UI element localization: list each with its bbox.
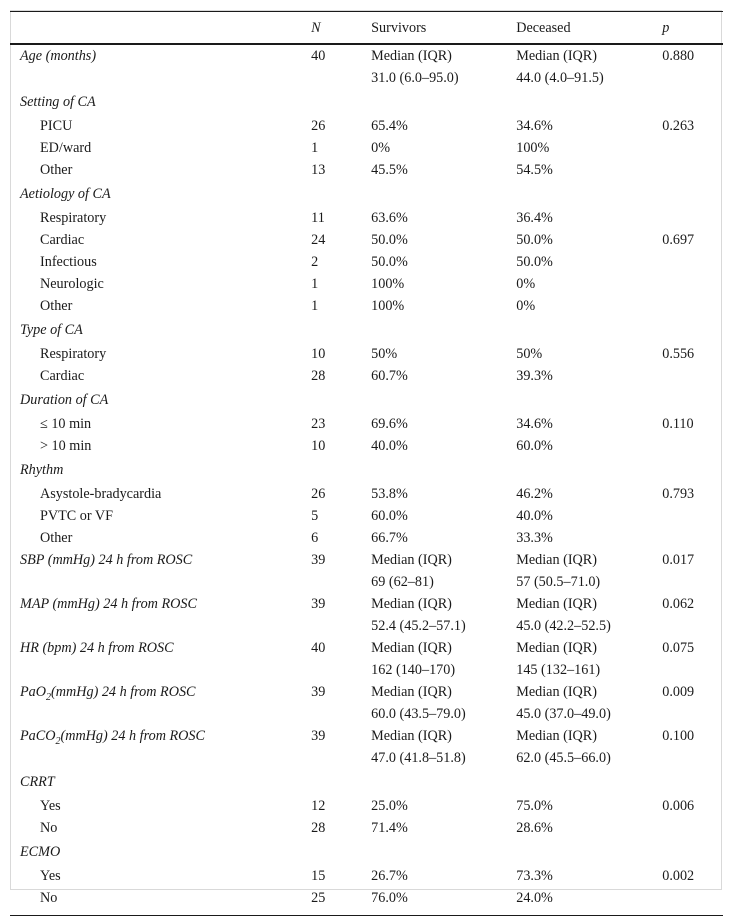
deceased-line-2: 45.0 (37.0–49.0) — [516, 706, 611, 722]
table-row — [10, 527, 723, 549]
cell-n: 26 — [311, 118, 326, 134]
cell-p: 0.793 — [662, 486, 695, 502]
cell-p: 0.697 — [662, 232, 695, 248]
cell-n: 26 — [311, 486, 326, 502]
row-label — [10, 725, 311, 769]
cell-p — [662, 295, 723, 317]
survivors-line-2: 52.4 (45.2–57.1) — [371, 618, 466, 634]
table-row — [10, 887, 723, 916]
cell-survivors — [371, 637, 516, 681]
table-row — [10, 207, 723, 229]
table-row — [10, 483, 723, 505]
row-label: PICU — [40, 118, 73, 134]
survivors-line-1: Median (IQR) — [371, 640, 452, 656]
row-label: HR (bpm) 24 h from ROSC — [20, 640, 174, 656]
table-row — [10, 549, 723, 593]
section-label: Setting of CA — [20, 94, 96, 110]
table-row — [10, 505, 723, 527]
cell-deceased: 24.0% — [516, 887, 662, 916]
cell-survivors: 50.0% — [371, 254, 408, 270]
cell-survivors: 45.5% — [371, 162, 408, 178]
cell-n: 1 — [311, 298, 319, 314]
cell-p — [662, 251, 723, 273]
cell-deceased — [516, 637, 662, 681]
cell-deceased: 54.5% — [516, 162, 553, 178]
row-label: Respiratory — [40, 346, 107, 362]
row-label: Neurologic — [40, 276, 104, 292]
table-row — [10, 637, 723, 681]
deceased-line-1: Median (IQR) — [516, 684, 597, 700]
cell-deceased — [516, 681, 662, 725]
cell-survivors: 76.0% — [371, 887, 516, 916]
cell-n: 5 — [311, 508, 319, 524]
cell-n: 6 — [311, 530, 319, 546]
cell-deceased — [516, 593, 662, 637]
cell-deceased: 50% — [516, 346, 543, 362]
row-label — [10, 681, 311, 725]
cell-survivors: 50% — [371, 346, 398, 362]
cell-n: 40 — [311, 48, 326, 64]
cell-deceased: 34.6% — [516, 118, 553, 134]
section-label: Type of CA — [20, 322, 83, 338]
deceased-line-1: Median (IQR) — [516, 640, 597, 656]
cell-n: 13 — [311, 162, 326, 178]
cell-p — [662, 365, 723, 387]
cell-n: 1 — [311, 140, 319, 156]
cell-p: 0.556 — [662, 346, 695, 362]
row-label: MAP (mmHg) 24 h from ROSC — [20, 596, 197, 612]
row-label: Respiratory — [40, 210, 107, 226]
row-label: Cardiac — [40, 368, 85, 384]
row-label: No — [10, 887, 311, 916]
survivors-line-1: Median (IQR) — [371, 552, 452, 568]
table-row — [10, 295, 723, 317]
table-row — [10, 365, 723, 387]
cell-survivors — [371, 593, 516, 637]
cell-survivors: 26.7% — [371, 868, 408, 884]
deceased-line-1: Median (IQR) — [516, 728, 597, 744]
header-p: p — [662, 12, 723, 45]
cell-survivors: 40.0% — [371, 438, 408, 454]
cell-n: 25 — [311, 887, 371, 916]
table-row — [10, 413, 723, 435]
deceased-line-2: 62.0 (45.5–66.0) — [516, 750, 611, 766]
survivors-line-2: 162 (140–170) — [371, 662, 456, 678]
deceased-line-2: 57 (50.5–71.0) — [516, 574, 601, 590]
survivors-line-1: Median (IQR) — [371, 596, 452, 612]
row-label: Asystole-bradycardia — [40, 486, 162, 502]
cell-n: 28 — [311, 368, 326, 384]
table-row — [10, 229, 723, 251]
cell-survivors: 65.4% — [371, 118, 408, 134]
section-label: Rhythm — [20, 462, 64, 478]
cell-deceased — [516, 549, 662, 593]
cell-deceased: 75.0% — [516, 798, 553, 814]
header-variable — [10, 12, 311, 45]
cell-n: 11 — [311, 210, 325, 226]
deceased-line-1: Median (IQR) — [516, 552, 597, 568]
survivors-line-1: Median (IQR) — [371, 48, 452, 64]
cell-p — [662, 435, 723, 457]
cell-n: 12 — [311, 798, 326, 814]
cell-p: 0.017 — [662, 552, 695, 568]
cell-deceased: 34.6% — [516, 416, 553, 432]
section-label: ECMO — [20, 844, 61, 860]
cell-deceased: 73.3% — [516, 868, 553, 884]
cell-n: 1 — [311, 276, 319, 292]
cell-p — [662, 207, 723, 229]
cell-n: 39 — [311, 552, 326, 568]
cell-deceased: 50.0% — [516, 232, 553, 248]
table-row — [10, 725, 723, 769]
deceased-line-1: Median (IQR) — [516, 48, 597, 64]
table-header — [10, 12, 723, 45]
row-label: Other — [40, 298, 73, 314]
cell-survivors: 60.0% — [371, 508, 408, 524]
table-row — [10, 159, 723, 181]
table-row — [10, 89, 723, 115]
cell-survivors: 63.6% — [371, 210, 408, 226]
label-subscript: 2 — [46, 691, 52, 703]
deceased-line-2: 44.0 (4.0–91.5) — [516, 70, 604, 86]
row-label: PVTC or VF — [40, 508, 114, 524]
table-row — [10, 865, 723, 887]
results-table — [10, 11, 723, 916]
cell-survivors: 66.7% — [371, 530, 408, 546]
cell-survivors: 69.6% — [371, 416, 408, 432]
deceased-line-1: Median (IQR) — [516, 596, 597, 612]
deceased-line-2: 45.0 (42.2–52.5) — [516, 618, 611, 634]
cell-deceased: 0% — [516, 298, 536, 314]
table-row — [10, 181, 723, 207]
cell-p — [662, 527, 723, 549]
cell-n: 10 — [311, 438, 326, 454]
survivors-line-1: Median (IQR) — [371, 684, 452, 700]
table-row — [10, 251, 723, 273]
label-part-b: (mmHg) 24 h from ROSC — [60, 728, 205, 744]
cell-survivors: 0% — [371, 140, 391, 156]
section-label: Aetiology of CA — [20, 186, 111, 202]
cell-survivors — [371, 681, 516, 725]
cell-p — [662, 137, 723, 159]
table-row — [10, 817, 723, 839]
cell-deceased — [516, 725, 662, 769]
survivors-line-2: 60.0 (43.5–79.0) — [371, 706, 466, 722]
table-row — [10, 273, 723, 295]
cell-n: 24 — [311, 232, 326, 248]
table-body — [10, 44, 723, 916]
cell-deceased: 60.0% — [516, 438, 553, 454]
row-label: Yes — [40, 868, 61, 884]
table-row — [10, 795, 723, 817]
cell-n: 28 — [311, 820, 326, 836]
cell-deceased: 36.4% — [516, 210, 553, 226]
cell-survivors — [371, 44, 516, 89]
cell-n: 2 — [311, 254, 319, 270]
header-survivors: Survivors — [371, 12, 516, 45]
cell-deceased — [516, 44, 662, 89]
cell-deceased: 46.2% — [516, 486, 553, 502]
table-row — [10, 457, 723, 483]
row-label: Yes — [40, 798, 61, 814]
cell-p: 0.263 — [662, 118, 695, 134]
deceased-line-2: 145 (132–161) — [516, 662, 601, 678]
row-label: ≤ 10 min — [40, 416, 92, 432]
label-part-a: PaCO — [20, 728, 56, 744]
row-label: > 10 min — [40, 438, 92, 454]
survivors-line-2: 31.0 (6.0–95.0) — [371, 70, 459, 86]
row-label: SBP (mmHg) 24 h from ROSC — [20, 552, 193, 568]
cell-survivors: 60.7% — [371, 368, 408, 384]
cell-survivors: 25.0% — [371, 798, 408, 814]
label-subscript: 2 — [55, 735, 61, 747]
cell-p — [662, 273, 723, 295]
cell-p — [662, 159, 723, 181]
row-label: Infectious — [40, 254, 97, 270]
cell-p — [662, 887, 723, 916]
cell-survivors: 71.4% — [371, 820, 408, 836]
cell-p: 0.002 — [662, 868, 695, 884]
survivors-line-2: 69 (62–81) — [371, 574, 434, 590]
cell-p: 0.009 — [662, 684, 695, 700]
header-deceased: Deceased — [516, 12, 662, 45]
section-label: Duration of CA — [20, 392, 109, 408]
table-row — [10, 137, 723, 159]
cell-deceased: 33.3% — [516, 530, 553, 546]
cell-deceased: 50.0% — [516, 254, 553, 270]
section-label: CRRT — [20, 774, 55, 790]
row-label: Other — [40, 162, 73, 178]
table-row — [10, 435, 723, 457]
cell-p: 0.006 — [662, 798, 695, 814]
row-label: No — [40, 820, 58, 836]
cell-n: 10 — [311, 346, 326, 362]
cell-n: 23 — [311, 416, 326, 432]
cell-p: 0.880 — [662, 48, 695, 64]
row-label: Age (months) — [20, 48, 97, 64]
row-label: Cardiac — [40, 232, 85, 248]
cell-survivors — [371, 549, 516, 593]
table-row — [10, 343, 723, 365]
cell-p — [662, 817, 723, 839]
label-part-b: (mmHg) 24 h from ROSC — [51, 684, 196, 700]
table-row — [10, 681, 723, 725]
cell-p: 0.110 — [662, 416, 694, 432]
cell-n: 15 — [311, 868, 326, 884]
cell-deceased: 39.3% — [516, 368, 553, 384]
cell-n: 39 — [311, 728, 326, 744]
cell-p: 0.075 — [662, 640, 695, 656]
cell-p: 0.100 — [662, 728, 695, 744]
cell-p — [662, 505, 723, 527]
cell-deceased: 28.6% — [516, 820, 553, 836]
cell-p: 0.062 — [662, 596, 695, 612]
cell-survivors — [371, 725, 516, 769]
cell-survivors: 53.8% — [371, 486, 408, 502]
cell-n: 39 — [311, 596, 326, 612]
cell-n: 39 — [311, 684, 326, 700]
cell-deceased: 100% — [516, 140, 550, 156]
cell-n: 40 — [311, 640, 326, 656]
table-row — [10, 44, 723, 89]
survivors-line-1: Median (IQR) — [371, 728, 452, 744]
table-row — [10, 769, 723, 795]
table-row — [10, 593, 723, 637]
cell-survivors: 100% — [371, 298, 405, 314]
table-row — [10, 387, 723, 413]
row-label: Other — [40, 530, 73, 546]
row-label: ED/ward — [40, 140, 92, 156]
cell-survivors: 50.0% — [371, 232, 408, 248]
cell-deceased: 40.0% — [516, 508, 553, 524]
label-part-a: PaO — [20, 684, 47, 700]
table-row — [10, 317, 723, 343]
header-n: N — [311, 12, 371, 45]
survivors-line-2: 47.0 (41.8–51.8) — [371, 750, 466, 766]
cell-deceased: 0% — [516, 276, 536, 292]
table-row — [10, 839, 723, 865]
table-row — [10, 115, 723, 137]
cell-survivors: 100% — [371, 276, 405, 292]
